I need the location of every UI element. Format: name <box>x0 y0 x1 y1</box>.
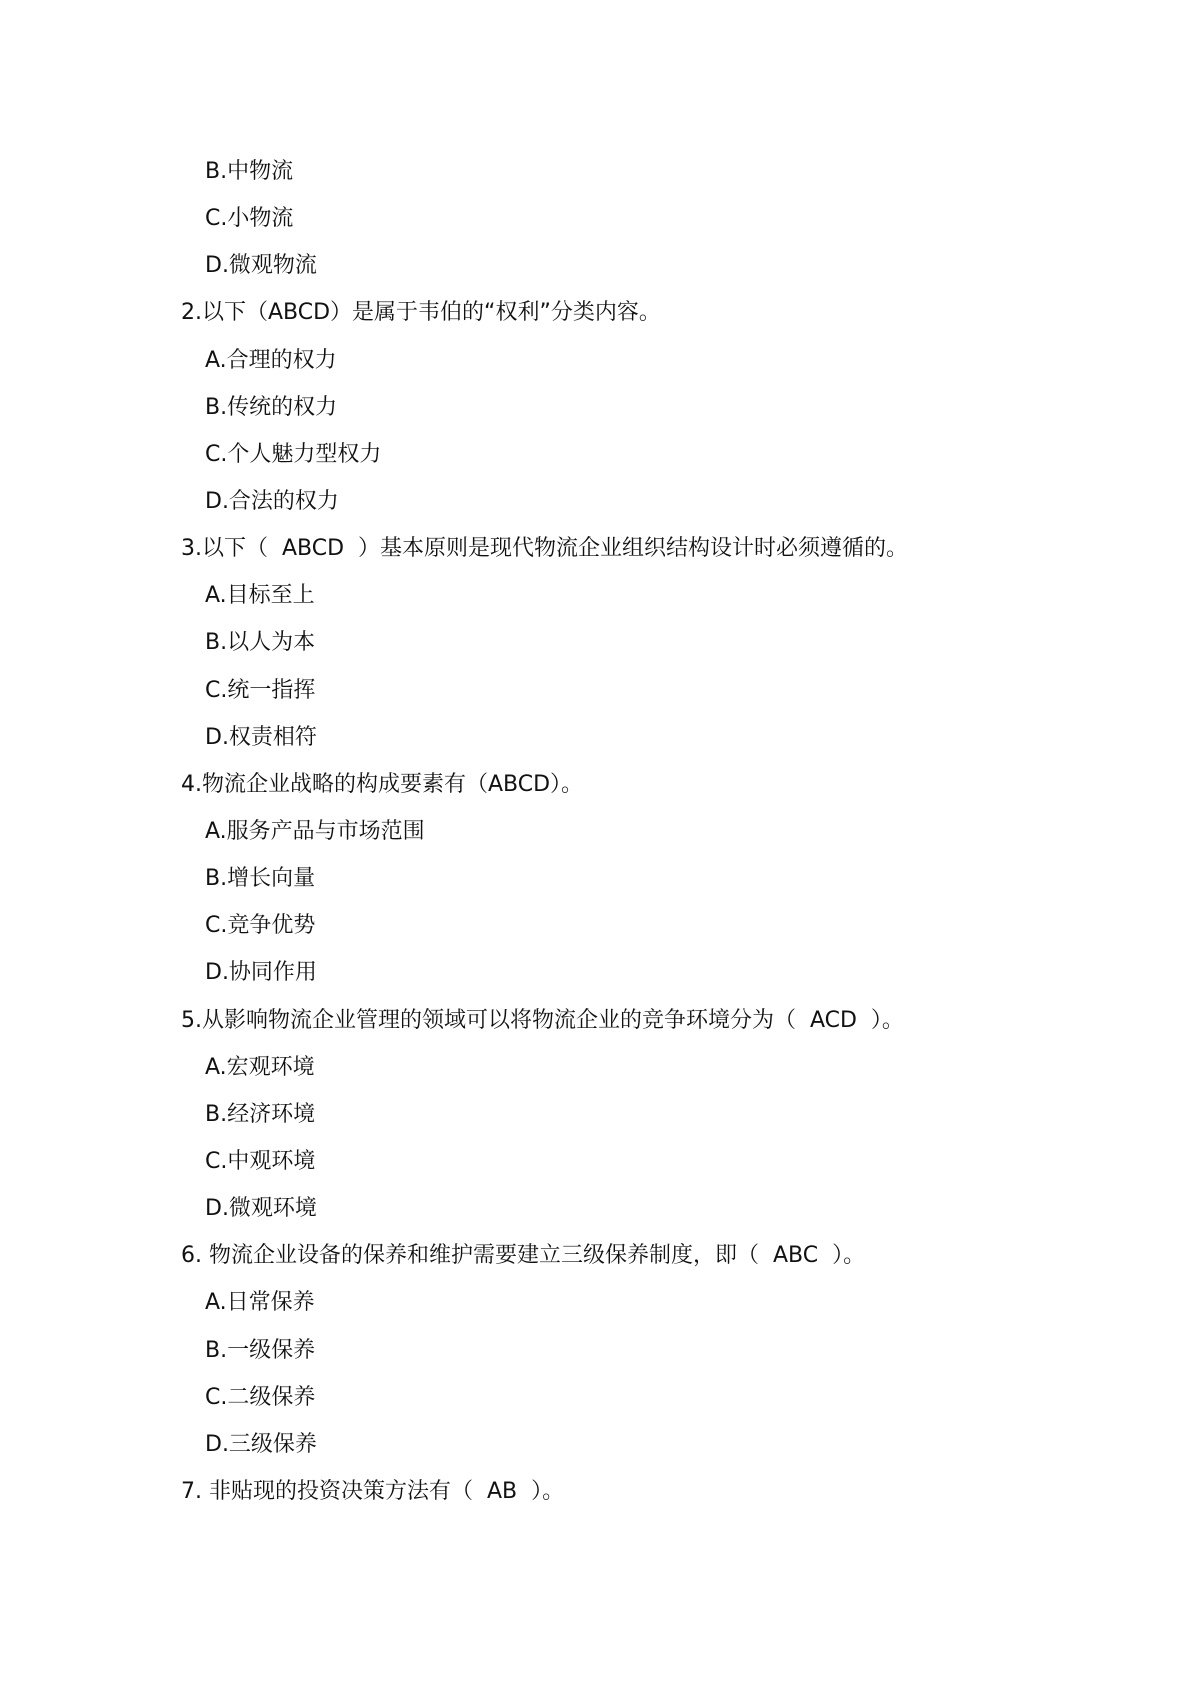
answer-option: A.服务产品与市场范围 <box>205 818 425 844</box>
question-text: 4.物流企业战略的构成要素有（ABCD）。 <box>181 771 584 797</box>
answer-option: B.传统的权力 <box>205 394 338 420</box>
answer-option: D.微观环境 <box>205 1196 317 1222</box>
answer-option: D.微观物流 <box>205 253 317 279</box>
answer-option: C.小物流 <box>205 206 294 232</box>
question-text: 6. 物流企业设备的保养和维护需要建立三级保养制度，即（ ABC ）。 <box>181 1243 866 1269</box>
answer-option: C.中观环境 <box>205 1148 316 1174</box>
answer-option: B.以人为本 <box>205 630 316 656</box>
answer-option: D.权责相符 <box>205 724 317 750</box>
answer-option: D.协同作用 <box>205 960 317 986</box>
answer-option: C.二级保养 <box>205 1384 316 1410</box>
answer-option: A.合理的权力 <box>205 347 337 373</box>
answer-option: D.三级保养 <box>205 1431 317 1457</box>
answer-option: B.中物流 <box>205 159 294 184</box>
answer-option: A.宏观环境 <box>205 1054 315 1080</box>
answer-option: C.竞争优势 <box>205 913 316 939</box>
answer-option: A.目标至上 <box>205 583 315 609</box>
question-text: 7. 非贴现的投资决策方法有（ AB ）。 <box>181 1478 565 1504</box>
answer-option: D.合法的权力 <box>205 488 339 514</box>
answer-option: C.个人魅力型权力 <box>205 441 382 467</box>
answer-option: C.统一指挥 <box>205 677 316 703</box>
question-text: 3.以下（ ABCD ）基本原则是现代物流企业组织结构设计时必须遵循的。 <box>181 536 909 562</box>
answer-option: B.一级保养 <box>205 1337 316 1363</box>
question-text: 5.从影响物流企业管理的领域可以将物流企业的竞争环境分为（ ACD ）。 <box>181 1007 904 1033</box>
answer-option: B.经济环境 <box>205 1101 316 1127</box>
answer-option: B.增长向量 <box>205 866 316 892</box>
question-text: 2.以下（ABCD）是属于韦伯的“权利”分类内容。 <box>181 300 661 326</box>
answer-option: A.日常保养 <box>205 1290 315 1316</box>
document-body <box>0 148 1191 1515</box>
